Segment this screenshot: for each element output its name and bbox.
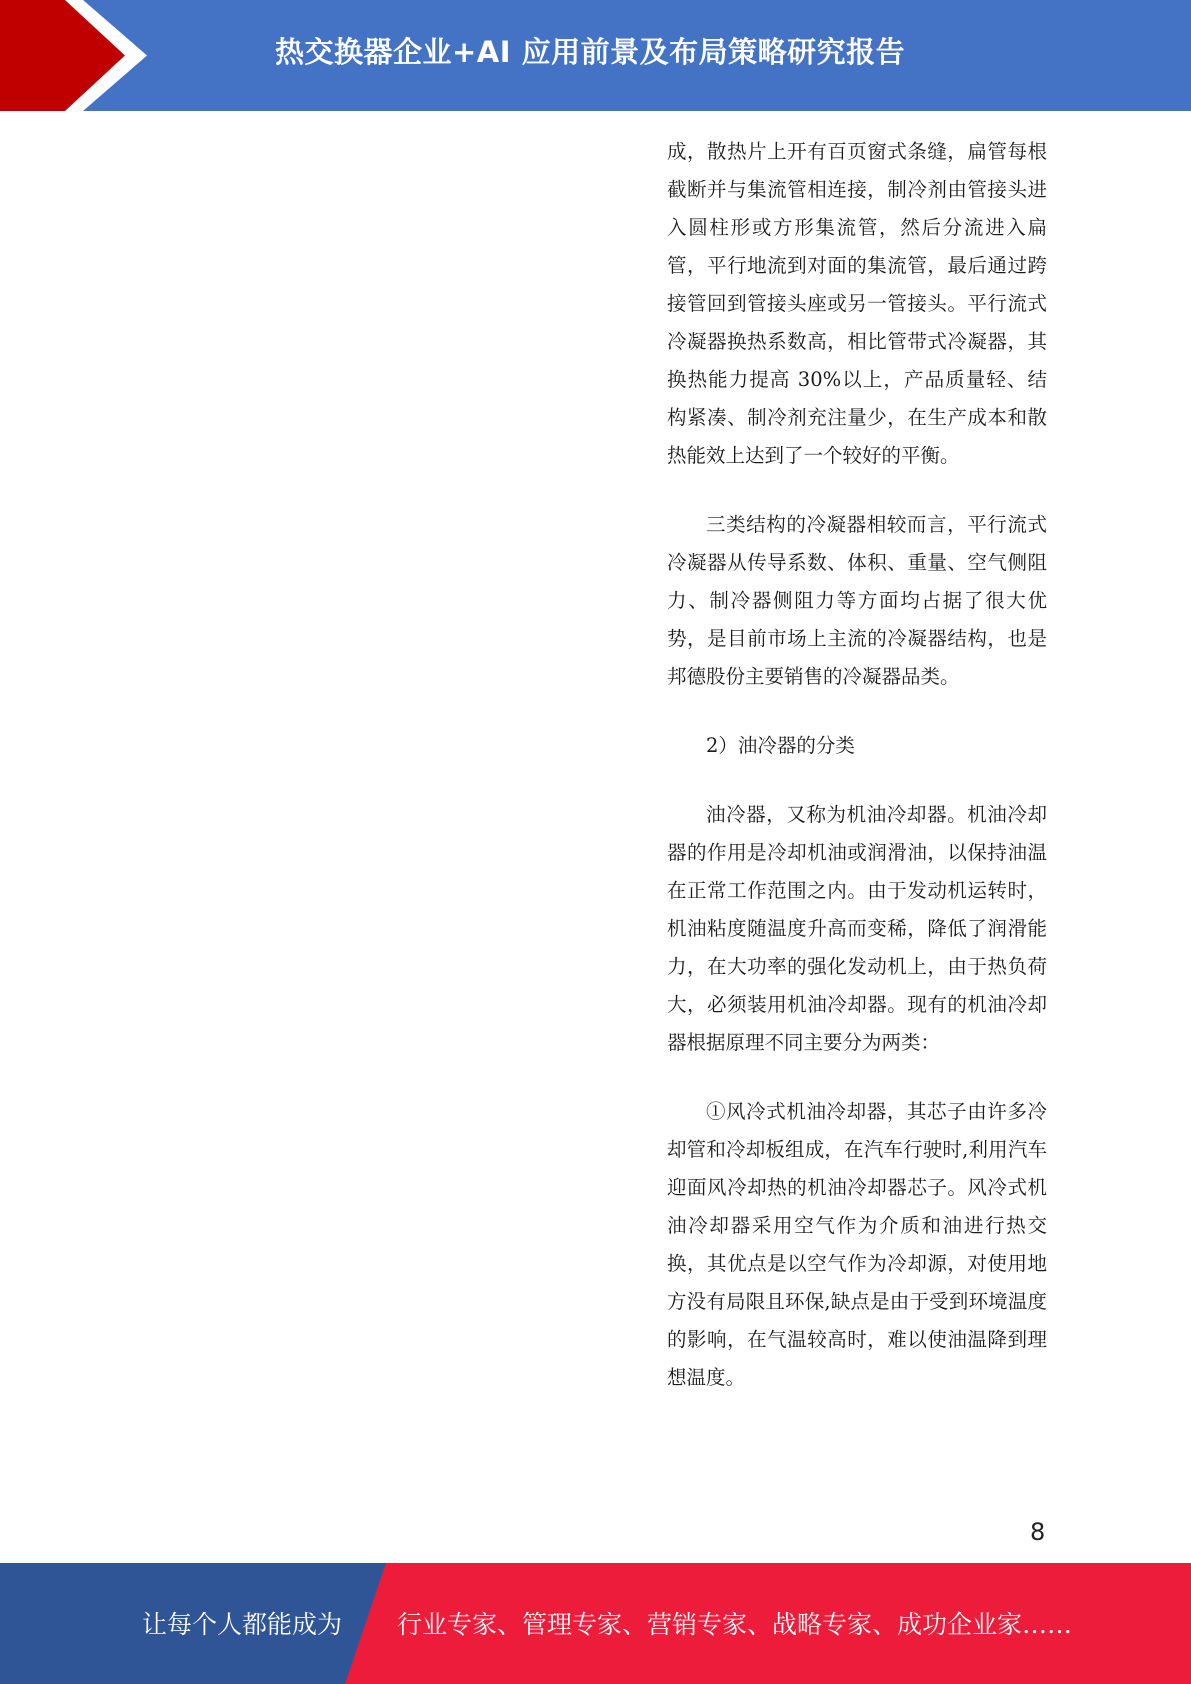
- section-heading-oil-cooler: 2）油冷器的分类: [706, 734, 855, 757]
- page-footer: [0, 1563, 1191, 1684]
- header-arrow-icon: [0, 0, 160, 111]
- paragraph-air-cooled-oil-cooler: ①风冷式机油冷却器，其芯子由许多冷却管和冷却板组成，在汽车行驶时,利用汽车迎面风冷却热的机油冷却器芯子。风冷式机油冷却器采用空气作为介质和油进行热交换，其优点是以空气作为冷却源，对使用地方没有局限且环保,缺点是由于受到环境温度的影响，在气温较高时，难以使油温降到理想温度。: [667, 1100, 1047, 1389]
- paragraph-condenser-comparison: 三类结构的冷凝器相较而言，平行流式冷凝器从传导系数、体积、重量、空气侧阻力、制冷器侧阻力等方面均占据了很大优势，是目前市场上主流的冷凝器结构，也是邦德股份主要销售的冷凝器品类。: [667, 513, 1047, 688]
- report-title: 热交换器企业+AI 应用前景及布局策略研究报告: [275, 35, 906, 69]
- footer-slogan-right: 行业专家、管理专家、营销专家、战略专家、成功企业家……: [397, 1610, 1073, 1639]
- paragraph-parallel-flow-condenser: 成，散热片上开有百页窗式条缝，扁管每根截断并与集流管相连接，制冷剂由管接头进入圆柱形或方形集流管，然后分流进入扁管，平行地流到对面的集流管，最后通过跨接管回到管接头座或另一管接头。平行流式冷凝器换热系数高，相比管带式冷凝器，其换热能力提高 30%以上，产品质量轻、结构紧凑、制冷剂充注量少，在生产成本和散热能效上达到了一个较好的平衡。: [667, 140, 1047, 467]
- footer-slogan-left: 让每个人都能成为: [142, 1610, 343, 1639]
- paragraph-oil-cooler-definition: 油冷器，又称为机油冷却器。机油冷却器的作用是冷却机油或润滑油，以保持油温在正常工作范围之内。由于发动机运转时，机油粘度随温度升高而变稀，降低了润滑能力，在大功率的强化发动机上，由于热负荷大，必须装用机油冷却器。现有的机油冷却器根据原理不同主要分为两类：: [667, 803, 1047, 1054]
- page-number: 8: [1030, 1518, 1046, 1546]
- body-text-column: [667, 133, 1047, 1428]
- page-header: [0, 0, 1191, 111]
